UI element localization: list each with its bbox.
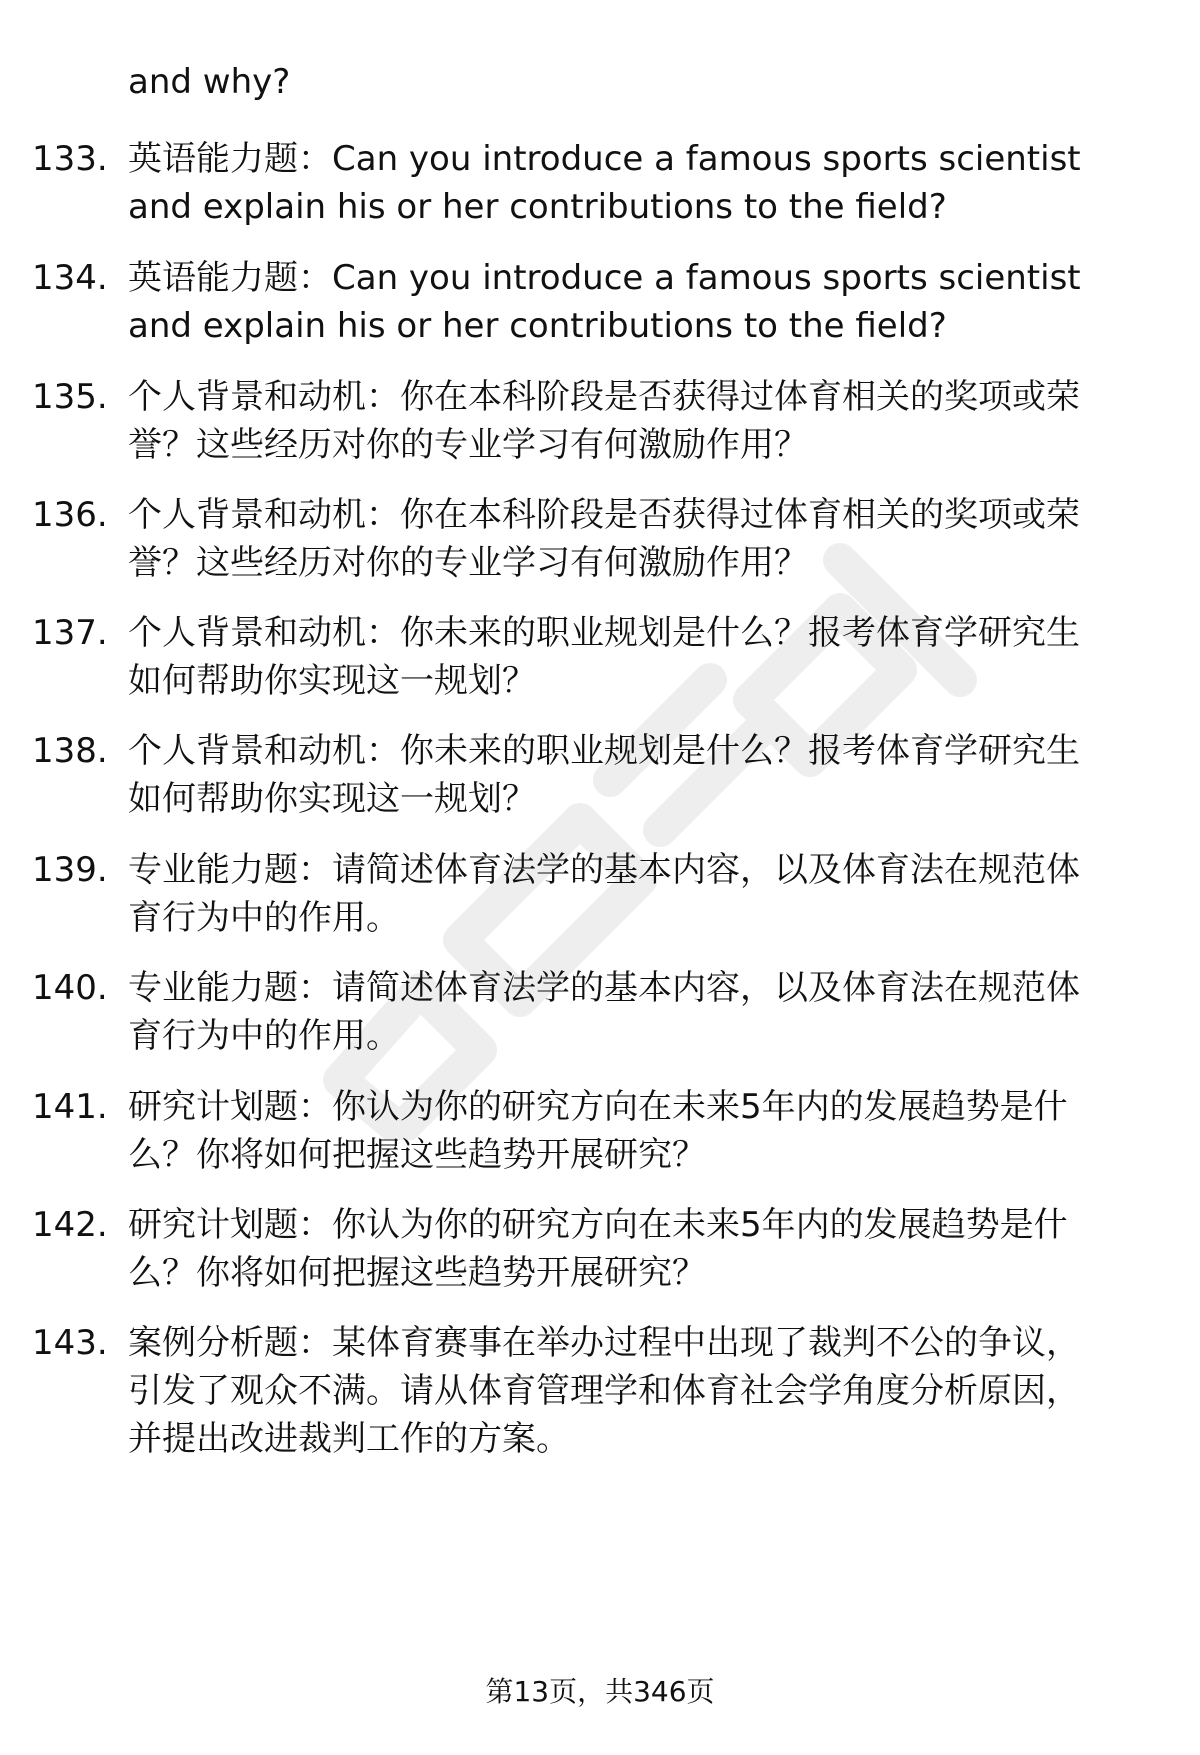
item-text-line: 育行为中的作用。 [128, 898, 400, 938]
item-text-line: 案例分析题：某体育赛事在举办过程中出现了裁判不公的争议， [128, 1323, 1080, 1363]
list-item [0, 963, 1200, 1073]
item-text-line: 育行为中的作用。 [128, 1016, 400, 1056]
item-text-line: 英语能力题：Can you introduce a famous sports scientist [128, 258, 1081, 298]
item-text-line: 如何帮助你实现这一规划？ [128, 661, 536, 701]
item-number: 139. [32, 850, 108, 890]
item-text-line: 研究计划题：你认为你的研究方向在未来5年内的发展趋势是什 [128, 1087, 1068, 1127]
list-item [0, 253, 1200, 363]
page-footer: 第13页，共346页 [485, 1675, 715, 1708]
list-item [0, 134, 1200, 244]
list-item [0, 726, 1200, 836]
list-item [0, 490, 1200, 600]
item-text-line: 研究计划题：你认为你的研究方向在未来5年内的发展趋势是什 [128, 1205, 1068, 1245]
list-item [0, 1200, 1200, 1310]
item-text-line: 英语能力题：Can you introduce a famous sports scientist [128, 139, 1081, 179]
list-item [0, 372, 1200, 482]
item-text-line: 个人背景和动机：你在本科阶段是否获得过体育相关的奖项或荣 [128, 377, 1080, 417]
list-item [0, 1082, 1200, 1192]
item-text-line: 并提出改进裁判工作的方案。 [128, 1419, 570, 1459]
item-text-line: 个人背景和动机：你在本科阶段是否获得过体育相关的奖项或荣 [128, 495, 1080, 535]
list-item [0, 608, 1200, 718]
item-number: 134. [32, 258, 108, 298]
item-text-line: 么？你将如何把握这些趋势开展研究？ [128, 1253, 706, 1293]
item-text-line: 专业能力题：请简述体育法学的基本内容，以及体育法在规范体 [128, 850, 1080, 890]
item-number: 133. [32, 139, 108, 179]
item-text-line: 引发了观众不满。请从体育管理学和体育社会学角度分析原因， [128, 1371, 1080, 1411]
item-text-line: and explain his or her contributions to the field? [128, 306, 947, 346]
item-text-line: 个人背景和动机：你未来的职业规划是什么？报考体育学研究生 [128, 613, 1080, 653]
list-item [0, 845, 1200, 955]
item-number: 142. [32, 1205, 108, 1245]
item-number: 140. [32, 968, 108, 1008]
item-number: 137. [32, 613, 108, 653]
list-item [0, 1318, 1200, 1468]
item-number: 136. [32, 495, 108, 535]
item-number: 143. [32, 1323, 108, 1363]
item-text-line: 如何帮助你实现这一规划？ [128, 779, 536, 819]
item-text-line: 誉？这些经历对你的专业学习有何激励作用？ [128, 543, 808, 583]
item-text-line: 誉？这些经历对你的专业学习有何激励作用？ [128, 425, 808, 465]
continued-question-text: and why? [128, 62, 291, 102]
item-number: 138. [32, 731, 108, 771]
item-text-line: 么？你将如何把握这些趋势开展研究？ [128, 1135, 706, 1175]
item-text-line: 专业能力题：请简述体育法学的基本内容，以及体育法在规范体 [128, 968, 1080, 1008]
item-number: 135. [32, 377, 108, 417]
item-number: 141. [32, 1087, 108, 1127]
item-text-line: and explain his or her contributions to the field? [128, 187, 947, 227]
item-text-line: 个人背景和动机：你未来的职业规划是什么？报考体育学研究生 [128, 731, 1080, 771]
